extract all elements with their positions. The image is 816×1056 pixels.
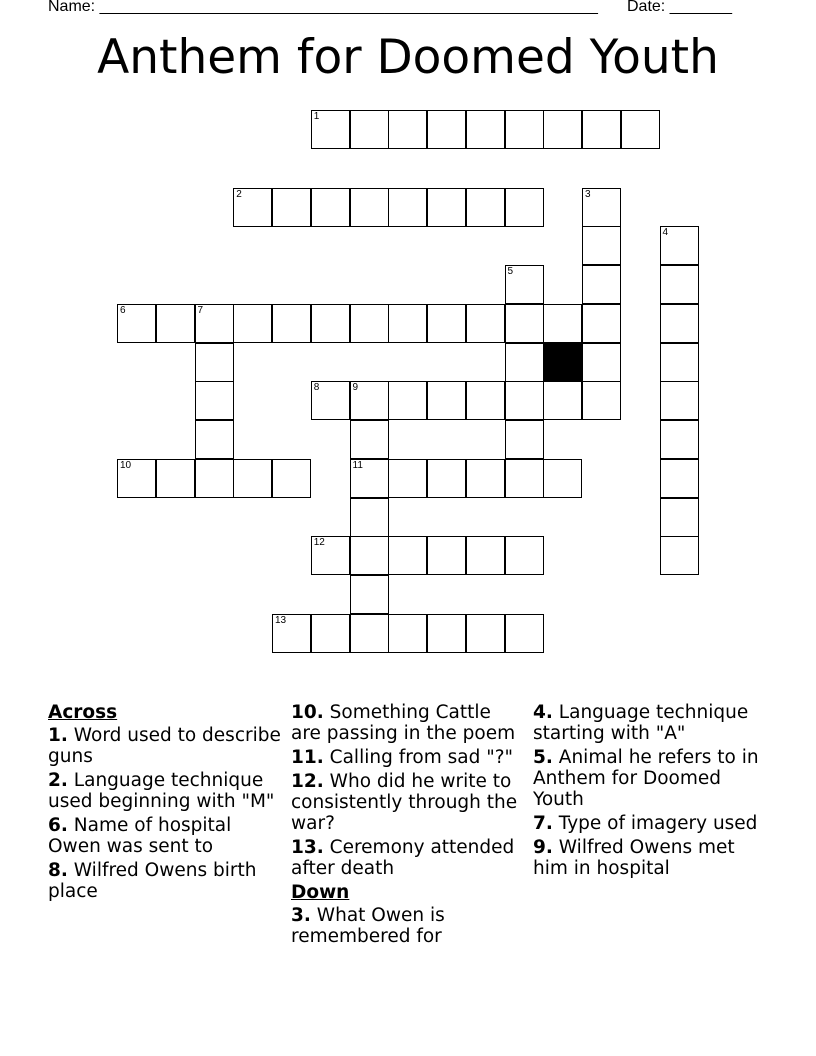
grid-cell[interactable] <box>272 614 311 653</box>
grid-cell[interactable] <box>272 459 311 498</box>
grid-cell[interactable] <box>660 420 699 459</box>
grid-cell[interactable] <box>311 536 350 575</box>
clue-text: Language technique used beginning with "M" <box>48 770 275 812</box>
grid-cell[interactable] <box>388 536 427 575</box>
grid-cell[interactable] <box>388 614 427 653</box>
clue-number: 11 <box>352 459 363 471</box>
clue-text: Language technique starting with "A" <box>533 702 749 744</box>
grid-cell[interactable] <box>427 188 466 227</box>
clue-number: 9 <box>352 382 359 394</box>
clues-column-1 <box>48 702 283 905</box>
grid-cell[interactable] <box>350 536 389 575</box>
clue-item <box>291 837 526 879</box>
clue-text: Calling from sad "?" <box>329 747 514 768</box>
grid-cell[interactable] <box>543 304 582 343</box>
clue-number-label: 7. <box>533 813 553 834</box>
clue-text: Animal he refers to in Anthem for Doomed Youth <box>533 747 759 810</box>
grid-cell[interactable] <box>582 343 621 382</box>
grid-cell[interactable] <box>311 381 350 420</box>
clue-number-label: 13. <box>291 837 324 858</box>
grid-cell[interactable] <box>350 110 389 149</box>
clue-number-label: 10. <box>291 702 324 723</box>
clue-item <box>48 815 283 857</box>
grid-cell[interactable] <box>311 110 350 149</box>
grid-cell[interactable] <box>660 343 699 382</box>
grid-cell[interactable] <box>582 188 621 227</box>
grid-cell[interactable] <box>660 381 699 420</box>
grid-cell[interactable] <box>427 536 466 575</box>
clue-number-label: 8. <box>48 860 68 881</box>
grid-cell[interactable] <box>660 265 699 304</box>
grid-cell[interactable] <box>195 381 234 420</box>
clue-item <box>291 702 526 744</box>
clue-number: 4 <box>662 227 669 239</box>
grid-cell[interactable] <box>311 188 350 227</box>
grid-cell[interactable] <box>117 304 156 343</box>
grid-cell[interactable] <box>272 304 311 343</box>
grid-cell[interactable] <box>660 459 699 498</box>
clue-number: 12 <box>313 537 325 549</box>
page-title: Anthem for Doomed Youth <box>97 30 719 85</box>
grid-cell[interactable] <box>582 265 621 304</box>
grid-cell[interactable] <box>156 304 195 343</box>
grid-cell[interactable] <box>505 304 544 343</box>
grid-cell[interactable] <box>233 459 272 498</box>
clue-number: 2 <box>236 188 242 200</box>
grid-cell[interactable] <box>582 226 621 265</box>
grid-cell[interactable] <box>117 459 156 498</box>
grid-cell[interactable] <box>350 381 389 420</box>
grid-cell[interactable] <box>660 226 699 265</box>
grid-cell[interactable] <box>466 614 505 653</box>
grid-cell[interactable] <box>543 459 582 498</box>
grid-cell[interactable] <box>660 304 699 343</box>
grid-cell[interactable] <box>195 304 234 343</box>
grid-cell[interactable] <box>427 614 466 653</box>
clue-number-label: 4. <box>533 702 553 723</box>
grid-cell[interactable] <box>427 304 466 343</box>
grid-cell[interactable] <box>350 614 389 653</box>
clue-text: Who did he write to consistently through the war? <box>291 771 518 834</box>
grid-cell[interactable] <box>505 536 544 575</box>
grid-cell[interactable] <box>505 188 544 227</box>
grid-cell[interactable] <box>195 343 234 382</box>
clue-number-label: 2. <box>48 770 68 791</box>
clue-text: Word used to describe guns <box>48 725 281 767</box>
clue-number: 13 <box>275 614 287 626</box>
grid-cell[interactable] <box>272 188 311 227</box>
clue-number: 8 <box>313 382 320 394</box>
grid-cell[interactable] <box>582 381 621 420</box>
grid-cell[interactable] <box>660 498 699 537</box>
grid-cell[interactable] <box>466 536 505 575</box>
grid-cell[interactable] <box>156 459 195 498</box>
grid-cell[interactable] <box>311 304 350 343</box>
grid-cell[interactable] <box>427 459 466 498</box>
grid-block <box>543 343 582 382</box>
grid-cell[interactable] <box>543 110 582 149</box>
grid-cell[interactable] <box>505 265 544 304</box>
clue-number-label: 6. <box>48 815 68 836</box>
clue-number: 1 <box>313 111 320 122</box>
grid-cell[interactable] <box>388 188 427 227</box>
clue-text: Something Cattle are passing in the poem <box>291 702 516 744</box>
clue-number: 10 <box>120 459 132 471</box>
grid-cell[interactable] <box>466 459 505 498</box>
clue-number: 7 <box>197 304 204 316</box>
grid-cell[interactable] <box>195 459 234 498</box>
clue-number-label: 11. <box>291 747 324 768</box>
clue-number: 5 <box>507 266 514 277</box>
clue-number: 6 <box>120 304 126 316</box>
clue-text: Ceremony attended after death <box>291 837 515 879</box>
clue-text: Wilfred Owens met him in hospital <box>533 837 735 879</box>
grid-cell[interactable] <box>388 304 427 343</box>
grid-cell[interactable] <box>505 381 544 420</box>
grid-cell[interactable] <box>466 381 505 420</box>
grid-cell[interactable] <box>350 420 389 459</box>
clue-text: Name of hospital Owen was sent to <box>48 815 232 857</box>
grid-cell[interactable] <box>582 304 621 343</box>
grid-cell[interactable] <box>582 110 621 149</box>
clue-item <box>48 770 283 812</box>
grid-cell[interactable] <box>350 459 389 498</box>
clue-item <box>48 860 283 902</box>
clue-item <box>291 747 526 768</box>
grid-cell[interactable] <box>350 498 389 537</box>
grid-cell[interactable] <box>388 459 427 498</box>
grid-cell[interactable] <box>311 614 350 653</box>
grid-cell[interactable] <box>350 304 389 343</box>
grid-cell[interactable] <box>505 343 544 382</box>
grid-cell[interactable] <box>505 614 544 653</box>
clue-item <box>533 747 768 810</box>
clue-number-label: 12. <box>291 771 324 792</box>
grid-cell[interactable] <box>621 110 660 149</box>
clue-number-label: 9. <box>533 837 553 858</box>
grid-cell[interactable] <box>427 110 466 149</box>
name-field[interactable]: Name: ________________________________________________________ <box>48 0 598 15</box>
clue-item <box>291 771 526 834</box>
grid-cell[interactable] <box>388 381 427 420</box>
grid-cell[interactable] <box>543 381 582 420</box>
clue-item <box>291 905 526 947</box>
clue-text: Wilfred Owens birth place <box>48 860 257 902</box>
grid-cell[interactable] <box>195 420 234 459</box>
grid-cell[interactable] <box>233 304 272 343</box>
grid-cell[interactable] <box>233 188 272 227</box>
down-heading: Down <box>291 882 350 903</box>
grid-cell[interactable] <box>466 110 505 149</box>
grid-cell[interactable] <box>350 575 389 614</box>
clue-item <box>48 725 283 767</box>
grid-cell[interactable] <box>660 536 699 575</box>
grid-cell[interactable] <box>388 110 427 149</box>
date-field[interactable]: Date: _______ <box>627 0 732 15</box>
clue-number-label: 5. <box>533 747 553 768</box>
clue-item <box>533 702 768 744</box>
grid-cell[interactable] <box>466 304 505 343</box>
clues-column-3 <box>533 702 768 882</box>
clue-number: 3 <box>585 188 591 200</box>
across-heading: Across <box>48 702 118 723</box>
grid-cell[interactable] <box>466 188 505 227</box>
clue-text: What Owen is remembered for <box>291 905 445 947</box>
grid-cell[interactable] <box>427 381 466 420</box>
clue-item <box>533 837 768 879</box>
clue-item <box>533 813 768 834</box>
clue-text: Type of imagery used <box>558 813 758 834</box>
grid-cell[interactable] <box>505 110 544 149</box>
grid-cell[interactable] <box>350 188 389 227</box>
clue-number-label: 1. <box>48 725 68 746</box>
grid-cell[interactable] <box>505 420 544 459</box>
clue-number-label: 3. <box>291 905 311 926</box>
clues-column-2 <box>291 702 526 950</box>
grid-cell[interactable] <box>505 459 544 498</box>
